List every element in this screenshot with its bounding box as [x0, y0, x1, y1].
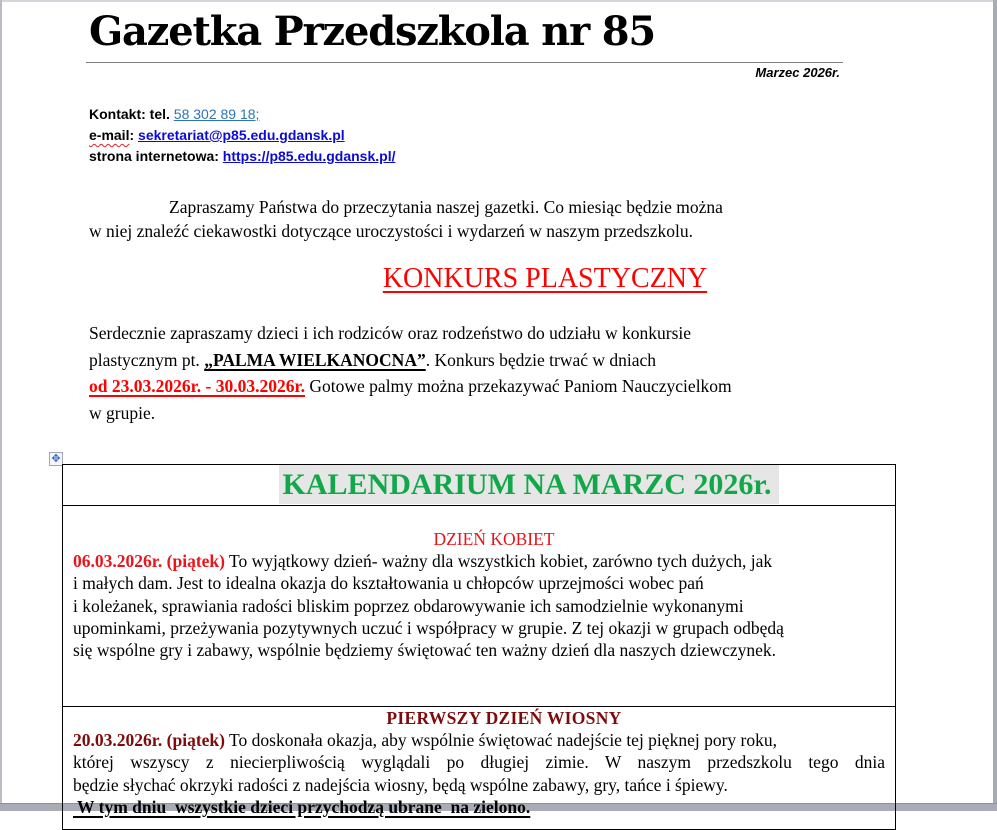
event-date: 20.03.2026r. (piątek) — [73, 730, 225, 750]
intro-line-1: Zapraszamy Państwa do przeczytania naszej gazetki. Co miesiąc będzie można — [169, 197, 723, 217]
event-line: której wszyscy z niecierpliwością wyglądali po długiej zimie. W naszym przedszkolu tego dnia — [73, 752, 885, 773]
event-line: się wspólne gry i zabawy, wspólnie będziemy świętować ten ważny dzień dla naszych dziewczynek. — [73, 640, 776, 661]
move-arrows-icon[interactable]: ✥ — [49, 452, 63, 466]
calendar-event-row — [63, 707, 896, 830]
email-link[interactable]: sekretariat@p85.edu.gdansk.pl — [138, 127, 345, 143]
event-line: upominkami, przeżywania pozytywnych uczuć i współpracy w grupie. Z tej okazji w grupach odbędą — [73, 617, 784, 638]
email-separator: : — [129, 127, 139, 143]
event-line: będzie słychać okrzyki radości z nadejścia wiosny, będą wspólne zabawy, gry, tańce i śpiewy. — [73, 774, 728, 795]
calendar-title-row — [63, 465, 896, 506]
contest-name: „PALMA WIELKANOCNA” — [204, 349, 426, 370]
title-divider — [86, 62, 843, 63]
contest-line-2-prefix: plastycznym pt. — [89, 349, 205, 370]
event-text: To wyjątkowy dzień- ważny dla wszystkich kobiet, zarówno tych dużych, jak — [225, 551, 773, 571]
contest-heading-text: KONKURS PLASTYCZNY — [382, 263, 708, 294]
event-line: i małych dam. Jest to idealna okazja do kształtowania u chłopców uprzejmości wobec pań — [73, 573, 704, 594]
event-text: To doskonała okazja, aby wspólnie świętować nadejście tej pięknej pory roku, — [225, 730, 777, 750]
event-line — [73, 550, 885, 572]
document-title: Gazetka Przedszkola nr 85 — [89, 8, 655, 55]
intro-paragraph — [89, 195, 849, 243]
event-heading: PIERWSZY DZIEŃ WIOSNY — [386, 708, 622, 728]
contest-line-3 — [89, 373, 849, 400]
contact-block — [89, 104, 395, 167]
event-cell-womens-day — [63, 506, 896, 707]
window-top-edge — [0, 0, 997, 2]
contest-line-3-suffix: Gotowe palmy można przekazywać Paniom Nauczycielkom — [305, 376, 732, 396]
event-line — [73, 796, 885, 818]
issue-date: Marzec 2026r. — [755, 65, 840, 80]
contest-line-2-suffix: . Konkurs będzie trwać w dniach — [425, 349, 657, 370]
event-line — [73, 729, 885, 751]
event-note: W tym dniu wszystkie dzieci przychodzą ubrane na zielono. — [73, 796, 531, 817]
calendar-title-cell — [63, 465, 896, 506]
contact-email-row — [89, 125, 395, 146]
window-right-edge — [993, 0, 997, 810]
event-line: i koleżanek, sprawiania radości bliskim poprzez obdarowywanie ich samodzielnie wykonanymi — [73, 595, 744, 616]
contact-phone-row — [89, 104, 395, 125]
contest-line-1: Serdecznie zapraszamy dzieci i ich rodziców oraz rodzeństwo do udziału w konkursie — [89, 323, 692, 343]
calendar-title: KALENDARIUM NA MARZC 2026r. — [279, 465, 780, 504]
phone-label: Kontakt: tel. — [89, 106, 174, 122]
contact-website-row — [89, 146, 395, 167]
window-left-edge — [0, 0, 2, 810]
contest-dates: od 23.03.2026r. - 30.03.2026r. — [89, 376, 306, 396]
email-label: e-mail — [89, 127, 130, 143]
event-date: 06.03.2026r. (piątek) — [73, 551, 225, 571]
contest-paragraph — [89, 320, 849, 426]
phone-link[interactable]: 58 302 89 18; — [173, 106, 260, 122]
intro-line-2: w niej znaleźć ciekawostki dotyczące uroczystości i wydarzeń w naszym przedszkolu. — [89, 221, 693, 241]
contest-heading — [0, 262, 990, 296]
calendar-event-row — [63, 506, 896, 707]
calendar-table — [62, 464, 896, 830]
contest-line-4: w grupie. — [89, 402, 156, 423]
website-label: strona internetowa: — [89, 148, 223, 164]
event-cell-first-day-of-spring — [63, 707, 896, 830]
contest-line-2 — [89, 347, 849, 374]
event-heading: DZIEŃ KOBIET — [433, 529, 555, 549]
website-link[interactable]: https://p85.edu.gdansk.pl/ — [222, 148, 396, 164]
